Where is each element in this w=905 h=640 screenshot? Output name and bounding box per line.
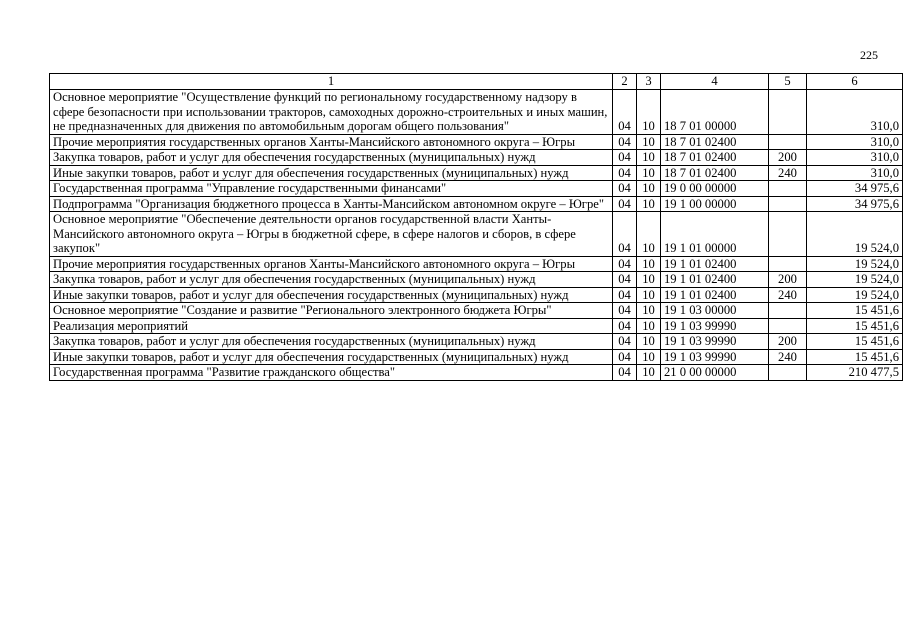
row-name: Прочие мероприятия государственных органов Ханты-Мансийского автономного округа – Югры [50,256,613,272]
table-row [50,287,903,303]
row-amount: 15 451,6 [807,334,903,350]
row-section: 04 [613,349,637,365]
column-header-amount: 6 [807,74,903,90]
row-section: 04 [613,256,637,272]
row-amount: 19 524,0 [807,256,903,272]
row-amount: 310,0 [807,165,903,181]
row-amount: 310,0 [807,150,903,166]
row-expense-type: 200 [769,334,807,350]
row-expense-type: 200 [769,272,807,288]
row-name: Прочие мероприятия государственных органов Ханты-Мансийского автономного округа – Югры [50,134,613,150]
row-name: Подпрограмма "Организация бюджетного процесса в Ханты-Мансийском автономном округе – Югре" [50,196,613,212]
row-section: 04 [613,272,637,288]
table-row [50,303,903,319]
row-expense-type [769,134,807,150]
row-target-code: 19 1 03 00000 [661,303,769,319]
row-target-code: 19 1 01 00000 [661,212,769,257]
row-name: Закупка товаров, работ и услуг для обеспечения государственных (муниципальных) нужд [50,334,613,350]
row-name: Основное мероприятие "Обеспечение деятельности органов государственной власти Ханты-Мансийского автономного округа – Югры в бюджетной сфере, в сфере налогов и сборов, в сфере закупок" [50,212,613,257]
row-amount: 310,0 [807,90,903,135]
row-section: 04 [613,287,637,303]
row-name: Иные закупки товаров, работ и услуг для обеспечения государственных (муниципальных) нужд [50,349,613,365]
row-amount: 15 451,6 [807,349,903,365]
row-name: Иные закупки товаров, работ и услуг для обеспечения государственных (муниципальных) нужд [50,165,613,181]
row-target-code: 19 0 00 00000 [661,181,769,197]
row-target-code: 19 1 03 99990 [661,334,769,350]
row-expense-type [769,196,807,212]
row-subsection: 10 [637,165,661,181]
row-expense-type [769,303,807,319]
row-section: 04 [613,318,637,334]
row-expense-type [769,212,807,257]
row-expense-type [769,365,807,381]
row-name: Государственная программа "Управление государственными финансами" [50,181,613,197]
row-amount: 19 524,0 [807,212,903,257]
row-subsection: 10 [637,150,661,166]
row-amount: 34 975,6 [807,196,903,212]
row-amount: 210 477,5 [807,365,903,381]
row-amount: 15 451,6 [807,303,903,319]
row-target-code: 19 1 03 99990 [661,318,769,334]
table-row [50,165,903,181]
row-target-code: 18 7 01 02400 [661,150,769,166]
row-subsection: 10 [637,303,661,319]
row-target-code: 19 1 01 02400 [661,256,769,272]
budget-table [49,73,903,381]
row-expense-type [769,256,807,272]
row-expense-type [769,181,807,197]
row-target-code: 19 1 03 99990 [661,349,769,365]
row-subsection: 10 [637,181,661,197]
row-name: Закупка товаров, работ и услуг для обеспечения государственных (муниципальных) нужд [50,272,613,288]
row-expense-type: 200 [769,150,807,166]
row-subsection: 10 [637,196,661,212]
row-target-code: 21 0 00 00000 [661,365,769,381]
row-target-code: 19 1 00 00000 [661,196,769,212]
row-name: Закупка товаров, работ и услуг для обеспечения государственных (муниципальных) нужд [50,150,613,166]
column-header-name: 1 [50,74,613,90]
row-section: 04 [613,134,637,150]
table-row [50,334,903,350]
table-row [50,365,903,381]
table-row [50,349,903,365]
row-subsection: 10 [637,256,661,272]
row-subsection: 10 [637,272,661,288]
row-subsection: 10 [637,318,661,334]
row-amount: 34 975,6 [807,181,903,197]
row-subsection: 10 [637,334,661,350]
row-subsection: 10 [637,287,661,303]
column-header-subsection: 3 [637,74,661,90]
row-name: Государственная программа "Развитие гражданского общества" [50,365,613,381]
row-expense-type: 240 [769,165,807,181]
row-section: 04 [613,165,637,181]
row-subsection: 10 [637,365,661,381]
row-subsection: 10 [637,349,661,365]
row-section: 04 [613,303,637,319]
row-target-code: 18 7 01 02400 [661,165,769,181]
row-expense-type [769,90,807,135]
row-section: 04 [613,365,637,381]
table-row [50,256,903,272]
row-amount: 310,0 [807,134,903,150]
row-subsection: 10 [637,134,661,150]
row-target-code: 18 7 01 02400 [661,134,769,150]
column-header-section: 2 [613,74,637,90]
row-section: 04 [613,181,637,197]
row-amount: 15 451,6 [807,318,903,334]
page-number: 225 [860,48,878,62]
row-section: 04 [613,196,637,212]
row-name: Основное мероприятие "Создание и развитие "Регионального электронного бюджета Югры" [50,303,613,319]
table-row [50,212,903,257]
row-target-code: 19 1 01 02400 [661,287,769,303]
table-row [50,90,903,135]
header-row [50,74,903,90]
row-expense-type: 240 [769,349,807,365]
row-target-code: 19 1 01 02400 [661,272,769,288]
row-amount: 19 524,0 [807,272,903,288]
row-subsection: 10 [637,90,661,135]
table-row [50,272,903,288]
row-name: Иные закупки товаров, работ и услуг для обеспечения государственных (муниципальных) нужд [50,287,613,303]
column-header-target-code: 4 [661,74,769,90]
row-name: Основное мероприятие "Осуществление функций по региональному государственному надзору в сфере безопасности при использовании тракторов, самоходных дорожно-строительных и иных машин, не предназначенных для движения по автомобильным дорогам общего пользования" [50,90,613,135]
row-section: 04 [613,334,637,350]
row-amount: 19 524,0 [807,287,903,303]
table-row [50,196,903,212]
row-section: 04 [613,150,637,166]
row-section: 04 [613,212,637,257]
table-row [50,181,903,197]
table-row [50,134,903,150]
row-expense-type [769,318,807,334]
row-section: 04 [613,90,637,135]
table-row [50,318,903,334]
row-subsection: 10 [637,212,661,257]
row-target-code: 18 7 01 00000 [661,90,769,135]
column-header-expense-type: 5 [769,74,807,90]
table-row [50,150,903,166]
row-expense-type: 240 [769,287,807,303]
row-name: Реализация мероприятий [50,318,613,334]
